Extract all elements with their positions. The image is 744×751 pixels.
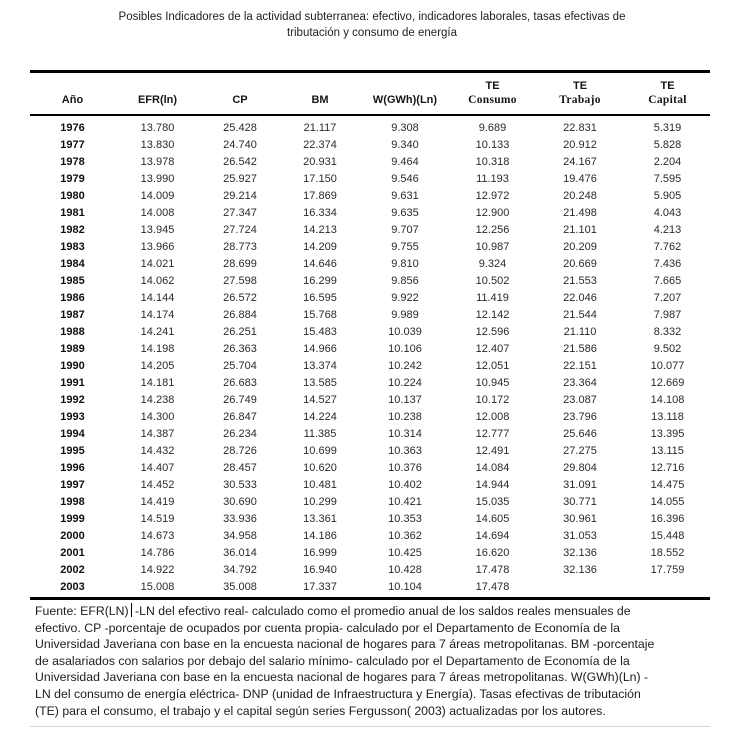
year-cell: 1991: [60, 376, 85, 389]
value-cell: 14.527: [303, 393, 337, 406]
table-row: [30, 238, 710, 255]
value-cell: 30.690: [223, 495, 257, 508]
value-cell: 17.869: [303, 189, 337, 202]
table-row: [30, 340, 710, 357]
value-cell: 5.828: [653, 138, 682, 151]
source-note-line: de asalariados con salarios por debajo del salario mínimo- calculado por el Departamento de Economía de la: [35, 653, 630, 668]
year-cell: 1984: [60, 257, 85, 270]
value-cell: 26.884: [223, 308, 257, 321]
value-cell: 10.238: [388, 410, 422, 423]
page-title-line2: tributación y consumo de energía: [286, 27, 458, 39]
year-cell: 1997: [60, 478, 85, 491]
value-cell: 23.796: [563, 410, 597, 423]
column-header-te-capital: [625, 72, 710, 116]
value-cell: 10.314: [388, 427, 422, 440]
value-cell: 4.213: [653, 223, 682, 236]
value-cell: 22.046: [563, 291, 597, 304]
source-note-rest: -LN del efectivo real- calculado como el promedio anual de los saldos reales mensuales de: [131, 604, 631, 618]
source-note-line: LN del consumo de energía eléctrica- DNP (unidad de Infraestructura y Energía). Tasas efectivas de tributación: [35, 686, 641, 701]
year-cell: 2000: [60, 529, 85, 542]
document-page: [0, 9, 744, 751]
value-cell: 13.830: [140, 138, 175, 151]
source-note-line: Universidad Javeriana con base en la encuesta nacional de hogares para 7 áreas metropolitanas. BM -porcentaje: [35, 637, 655, 652]
value-cell: 13.966: [140, 240, 175, 253]
value-cell: 28.457: [223, 461, 257, 474]
value-cell: 9.755: [391, 240, 419, 253]
value-cell: 14.432: [140, 444, 175, 457]
value-cell: 21.101: [563, 223, 597, 236]
value-cell: 17.337: [303, 580, 337, 593]
value-cell: 32.136: [563, 563, 597, 576]
value-cell: 14.646: [303, 257, 337, 270]
value-cell: 17.759: [650, 563, 685, 576]
value-cell: 26.749: [223, 393, 257, 406]
value-cell: 10.699: [303, 444, 337, 457]
year-cell: 1998: [60, 495, 85, 508]
value-cell: 25.704: [223, 359, 257, 372]
value-cell: 9.922: [391, 291, 419, 304]
year-cell: 2001: [60, 546, 85, 559]
value-cell: 14.605: [475, 512, 510, 525]
year-cell: 1990: [60, 359, 85, 372]
value-cell: 28.726: [223, 444, 257, 457]
value-cell: 10.106: [388, 342, 422, 355]
value-cell: 16.396: [650, 512, 685, 525]
column-header-label: CP: [232, 94, 248, 106]
value-cell: 10.039: [388, 325, 422, 338]
value-cell: 14.186: [303, 529, 337, 542]
value-cell: 27.598: [223, 274, 257, 287]
value-cell: 14.213: [303, 223, 337, 236]
value-cell: 33.936: [223, 512, 257, 525]
table-row: [30, 187, 710, 204]
year-cell: 1981: [60, 206, 85, 219]
value-cell: 14.008: [140, 206, 175, 219]
column-header-top: [200, 79, 280, 93]
value-cell: 14.009: [140, 189, 175, 202]
value-cell: 13.115: [651, 444, 684, 457]
value-cell: 26.363: [223, 342, 257, 355]
value-cell: 21.117: [303, 121, 337, 134]
year-cell: 1988: [60, 325, 85, 338]
value-cell: 18.552: [650, 546, 685, 559]
table-row: [30, 115, 710, 136]
value-cell: 10.421: [388, 495, 422, 508]
table-row: [30, 544, 710, 561]
value-cell: 4.043: [653, 206, 682, 219]
table-row: [30, 374, 710, 391]
value-cell: 22.831: [563, 121, 597, 134]
value-cell: 11.193: [476, 172, 509, 185]
value-cell: 17.150: [303, 172, 337, 185]
year-cell: 1980: [60, 189, 85, 202]
table-row: [30, 153, 710, 170]
value-cell: 9.635: [391, 206, 419, 219]
table-row: [30, 493, 710, 510]
column-header-label: Consumo: [468, 94, 517, 106]
value-cell: 17.478: [475, 563, 510, 576]
value-cell: 14.055: [650, 495, 685, 508]
table-row: [30, 425, 710, 442]
value-cell: 14.519: [140, 512, 175, 525]
value-cell: 21.553: [563, 274, 597, 287]
value-cell: 14.300: [140, 410, 175, 423]
value-cell: 9.989: [391, 308, 419, 321]
table-row: [30, 323, 710, 340]
value-cell: 9.340: [391, 138, 419, 151]
value-cell: 14.181: [140, 376, 175, 389]
value-cell: 21.544: [563, 308, 597, 321]
year-cell: 1996: [60, 461, 85, 474]
value-cell: 16.334: [303, 206, 337, 219]
value-cell: 16.299: [303, 274, 337, 287]
value-cell: 13.361: [303, 512, 337, 525]
year-cell: 2003: [60, 580, 85, 593]
value-cell: 34.958: [223, 529, 257, 542]
value-cell: 19.476: [563, 172, 597, 185]
year-cell: 1994: [60, 427, 85, 440]
table-row: [30, 561, 710, 578]
year-cell: 1999: [60, 512, 85, 525]
value-cell: 10.363: [388, 444, 422, 457]
value-cell: 15.035: [475, 495, 510, 508]
column-header-top: TE: [660, 80, 675, 92]
value-cell: 10.502: [475, 274, 510, 287]
value-cell: 15.448: [650, 529, 685, 542]
value-cell: 26.572: [223, 291, 257, 304]
year-cell: 1989: [60, 342, 85, 355]
value-cell: 21.498: [563, 206, 597, 219]
value-cell: 14.452: [140, 478, 175, 491]
value-cell: 24.740: [223, 138, 257, 151]
value-cell: 12.407: [475, 342, 510, 355]
value-cell: 26.847: [223, 410, 257, 423]
value-cell: 7.665: [653, 274, 682, 287]
value-cell: 14.144: [140, 291, 175, 304]
value-cell: 22.151: [563, 359, 597, 372]
value-cell: 14.944: [475, 478, 510, 491]
value-cell: 15.008: [140, 580, 175, 593]
year-cell: 1992: [60, 393, 85, 406]
value-cell: 17.478: [475, 580, 510, 593]
indicators-table-wrap: [30, 70, 710, 595]
indicators-table: [30, 70, 710, 595]
value-cell: 20.248: [563, 189, 597, 202]
column-header-bm: [280, 72, 360, 116]
value-cell: 2.204: [653, 155, 682, 168]
value-cell: 14.241: [140, 325, 175, 338]
table-row: [30, 221, 710, 238]
column-header-te-trabajo: [535, 72, 625, 116]
column-header-label: EFR(ln): [137, 94, 178, 106]
value-cell: 14.062: [140, 274, 175, 287]
value-cell: 30.533: [223, 478, 257, 491]
year-cell: 1983: [60, 240, 85, 253]
year-cell: 1982: [60, 223, 85, 236]
value-cell: 28.699: [223, 257, 257, 270]
year-cell: 1977: [60, 138, 85, 151]
value-cell: 5.905: [653, 189, 682, 202]
value-cell: 26.683: [223, 376, 257, 389]
value-cell: 10.077: [650, 359, 685, 372]
value-cell: 9.464: [391, 155, 419, 168]
value-cell: 14.209: [303, 240, 337, 253]
table-row: [30, 289, 710, 306]
value-cell: 10.425: [388, 546, 422, 559]
value-cell: 14.084: [475, 461, 510, 474]
value-cell: 9.546: [391, 172, 419, 185]
value-cell: 16.940: [303, 563, 337, 576]
column-header-label: Capital: [648, 94, 687, 106]
value-cell: 14.419: [140, 495, 175, 508]
table-body: [30, 115, 710, 595]
year-cell: 1987: [60, 308, 85, 321]
column-header-efr: [115, 72, 200, 116]
footer-divider: [30, 597, 710, 600]
value-cell: 22.374: [303, 138, 337, 151]
value-cell: 14.694: [475, 529, 510, 542]
value-cell: 27.724: [223, 223, 257, 236]
value-cell: 10.620: [303, 461, 337, 474]
table-row: [30, 510, 710, 527]
value-cell: 10.318: [475, 155, 510, 168]
table-row: [30, 136, 710, 153]
column-header-top: [30, 79, 115, 93]
value-cell: 7.595: [653, 172, 682, 185]
page-title: [40, 9, 704, 41]
value-cell: 35.008: [223, 580, 257, 593]
table-row: [30, 255, 710, 272]
table-row: [30, 357, 710, 374]
value-cell: 36.014: [223, 546, 257, 559]
table-row: [30, 442, 710, 459]
value-cell: 26.251: [223, 325, 257, 338]
value-cell: 10.353: [388, 512, 422, 525]
value-cell: 12.900: [475, 206, 510, 219]
column-header-ano: [30, 72, 115, 116]
value-cell: 34.792: [223, 563, 257, 576]
value-cell: 12.491: [475, 444, 510, 457]
value-cell: 5.319: [653, 121, 682, 134]
value-cell: 12.142: [475, 308, 510, 321]
value-cell: 13.395: [650, 427, 685, 440]
value-cell: 14.387: [140, 427, 175, 440]
column-header-top: [360, 79, 450, 93]
value-cell: 14.475: [650, 478, 685, 491]
column-header-top: [115, 79, 200, 93]
source-note-prefix: Fuente: EFR(LN): [35, 604, 129, 618]
value-cell: 9.502: [653, 342, 682, 355]
value-cell: 10.362: [388, 529, 422, 542]
value-cell: [535, 578, 625, 595]
value-cell: 12.669: [650, 376, 685, 389]
value-cell: 9.308: [391, 121, 419, 134]
table-row: [30, 204, 710, 221]
value-cell: 14.174: [140, 308, 175, 321]
value-cell: 13.780: [140, 121, 175, 134]
table-row: [30, 306, 710, 323]
value-cell: 10.987: [475, 240, 510, 253]
value-cell: 30.771: [563, 495, 597, 508]
value-cell: 29.804: [563, 461, 597, 474]
column-header-label: BM: [311, 94, 329, 106]
value-cell: 10.299: [303, 495, 337, 508]
source-note-line: Universidad Javeriana con base en la encuesta nacional de hogares para 7 áreas metropolitanas. W(GWh)(Ln) -: [35, 670, 649, 685]
value-cell: 10.172: [475, 393, 510, 406]
value-cell: 23.087: [563, 393, 597, 406]
year-cell: 1995: [60, 444, 85, 457]
column-header-label: Trabajo: [559, 94, 601, 106]
value-cell: 14.021: [140, 257, 175, 270]
value-cell: 10.242: [388, 359, 422, 372]
year-cell: 2002: [60, 563, 85, 576]
value-cell: 10.428: [388, 563, 422, 576]
value-cell: 24.167: [563, 155, 597, 168]
year-cell: 1979: [60, 172, 85, 185]
value-cell: 15.483: [303, 325, 337, 338]
value-cell: 26.542: [223, 155, 257, 168]
table-row: [30, 527, 710, 544]
value-cell: 14.205: [140, 359, 175, 372]
value-cell: 30.961: [563, 512, 597, 525]
value-cell: 12.596: [475, 325, 510, 338]
column-header-top: [280, 79, 360, 93]
value-cell: 14.922: [140, 563, 175, 576]
value-cell: 21.110: [563, 325, 597, 338]
value-cell: 27.347: [223, 206, 257, 219]
value-cell: 10.481: [303, 478, 337, 491]
value-cell: 7.987: [653, 308, 682, 321]
value-cell: 25.428: [223, 121, 257, 134]
value-cell: 13.978: [140, 155, 175, 168]
table-header-row: [30, 72, 710, 116]
value-cell: 29.214: [223, 189, 257, 202]
value-cell: 23.364: [563, 376, 597, 389]
bottom-faint-divider: [30, 726, 710, 727]
value-cell: 14.108: [650, 393, 685, 406]
table-row: [30, 459, 710, 476]
value-cell: 13.118: [651, 410, 684, 423]
column-header-label: Año: [61, 94, 84, 106]
value-cell: 16.595: [303, 291, 337, 304]
value-cell: 9.324: [478, 257, 507, 270]
value-cell: 12.777: [475, 427, 510, 440]
value-cell: 12.256: [475, 223, 510, 236]
table-header: [30, 72, 710, 116]
value-cell: 11.419: [476, 291, 509, 304]
value-cell: 12.716: [650, 461, 685, 474]
value-cell: 32.136: [563, 546, 597, 559]
value-cell: 12.008: [475, 410, 510, 423]
value-cell: 16.999: [303, 546, 337, 559]
value-cell: 9.707: [391, 223, 419, 236]
value-cell: 10.402: [388, 478, 422, 491]
value-cell: 14.407: [140, 461, 175, 474]
value-cell: 26.234: [223, 427, 257, 440]
column-header-cp: [200, 72, 280, 116]
value-cell: 7.762: [653, 240, 682, 253]
table-row: [30, 578, 710, 595]
value-cell: 25.927: [223, 172, 257, 185]
table-row: [30, 476, 710, 493]
value-cell: 10.133: [475, 138, 510, 151]
value-cell: 13.585: [303, 376, 337, 389]
year-cell: 1976: [60, 121, 85, 134]
source-note-line: efectivo. CP -porcentaje de ocupados por cuenta propia- calculado por el Departamento de Economía de la: [35, 620, 620, 635]
year-cell: 1978: [60, 155, 85, 168]
value-cell: 12.972: [475, 189, 510, 202]
value-cell: 28.773: [223, 240, 257, 253]
value-cell: 16.620: [475, 546, 510, 559]
value-cell: 8.332: [653, 325, 682, 338]
year-cell: 1985: [60, 274, 85, 287]
value-cell: 10.104: [388, 580, 422, 593]
year-cell: 1993: [60, 410, 85, 423]
value-cell: 13.374: [303, 359, 337, 372]
value-cell: 9.856: [391, 274, 419, 287]
value-cell: 11.385: [303, 427, 337, 440]
value-cell: 13.945: [140, 223, 175, 236]
value-cell: 10.945: [475, 376, 510, 389]
value-cell: 10.376: [388, 461, 422, 474]
column-header-top: TE: [572, 80, 588, 92]
value-cell: 20.912: [563, 138, 597, 151]
column-header-top: TE: [485, 80, 500, 92]
value-cell: 10.137: [388, 393, 422, 406]
value-cell: 27.275: [563, 444, 597, 457]
year-cell: 1986: [60, 291, 85, 304]
source-note-line: [35, 603, 725, 620]
table-row: [30, 391, 710, 408]
value-cell: 14.786: [140, 546, 175, 559]
value-cell: 15.768: [303, 308, 337, 321]
value-cell: 20.931: [303, 155, 337, 168]
value-cell: 31.091: [563, 478, 597, 491]
value-cell: 12.051: [475, 359, 510, 372]
value-cell: [625, 578, 710, 595]
value-cell: 20.209: [563, 240, 597, 253]
value-cell: 9.810: [391, 257, 419, 270]
column-header-w-gwh: [360, 72, 450, 116]
value-cell: 25.646: [563, 427, 597, 440]
column-header-te-consumo: [450, 72, 535, 116]
value-cell: 9.631: [391, 189, 419, 202]
value-cell: 14.673: [140, 529, 175, 542]
table-row: [30, 408, 710, 425]
value-cell: 10.224: [388, 376, 422, 389]
column-header-label: W(GWh)(Ln): [372, 94, 438, 106]
value-cell: 14.966: [303, 342, 337, 355]
source-note-line: (TE) para el consumo, el trabajo y el capital según series Fergusson( 2003) actualizadas por los autores.: [35, 703, 606, 718]
value-cell: 20.669: [563, 257, 597, 270]
value-cell: 7.436: [653, 257, 682, 270]
value-cell: 14.224: [303, 410, 337, 423]
value-cell: 21.586: [563, 342, 597, 355]
table-row: [30, 272, 710, 289]
value-cell: 31.053: [563, 529, 597, 542]
page-title-line1: Posibles Indicadores de la actividad subterranea: efectivo, indicadores laborales, tasas efectivas de: [118, 11, 626, 23]
value-cell: 14.198: [140, 342, 175, 355]
value-cell: 13.990: [140, 172, 175, 185]
value-cell: 9.689: [478, 121, 507, 134]
value-cell: 14.238: [140, 393, 175, 406]
value-cell: 7.207: [653, 291, 682, 304]
source-note: [35, 603, 725, 719]
table-row: [30, 170, 710, 187]
